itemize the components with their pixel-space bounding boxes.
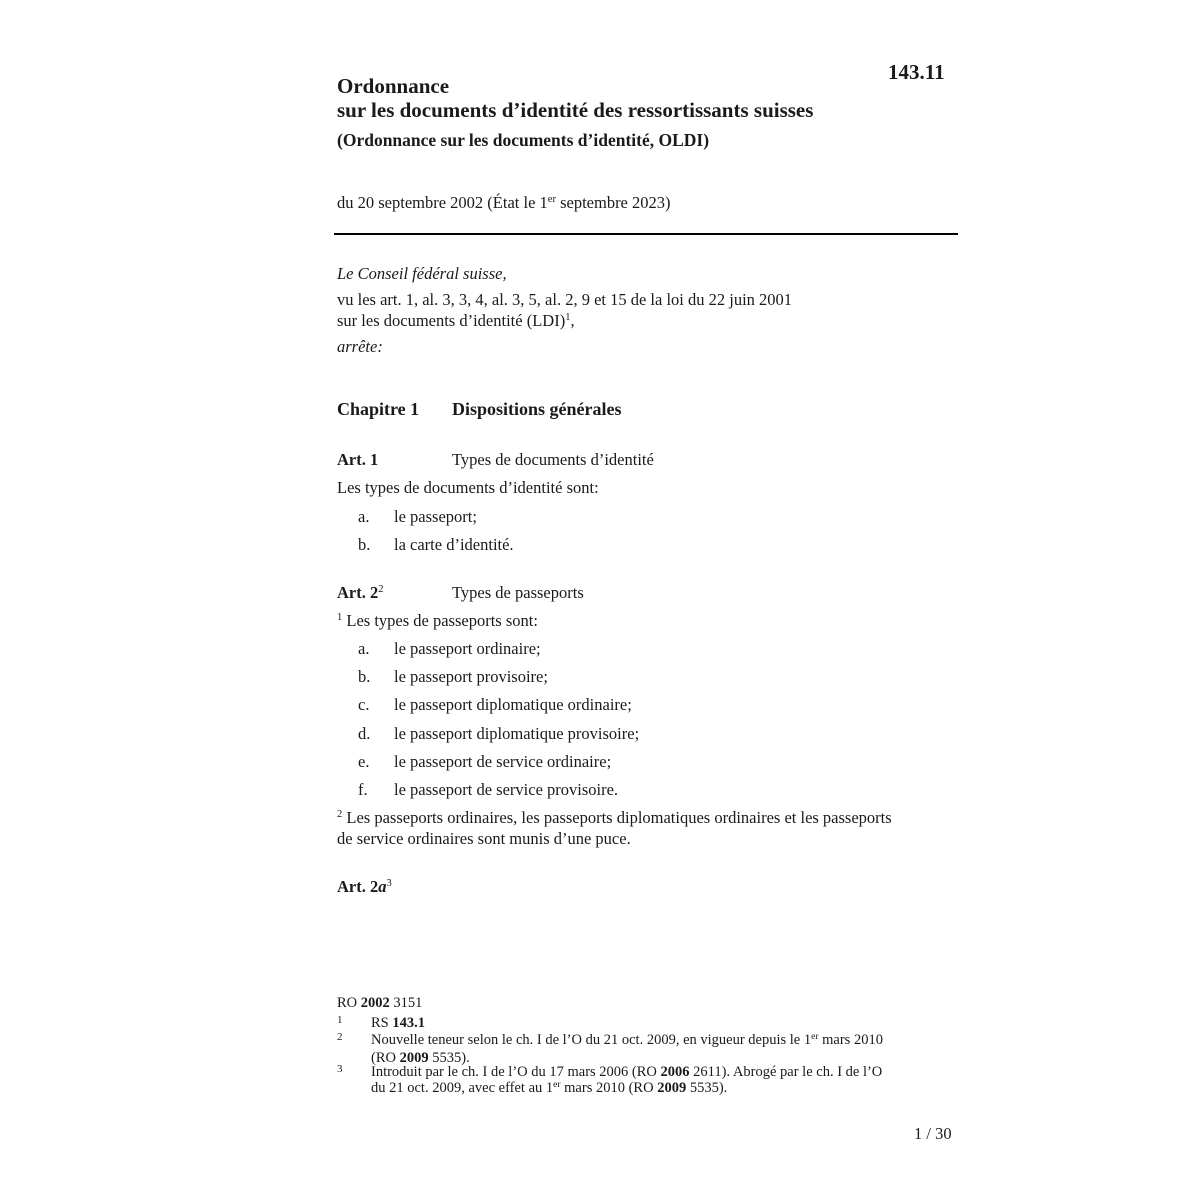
footnote-number: 3: [337, 1063, 343, 1075]
footnote-text: RS 143.1: [371, 1015, 425, 1031]
footnote-text: Introduit par le ch. I de l’O du 17 mars 2006 (RO 2006 2611). Abrogé par le ch. I de l’O du 21 oct. 2009, avec effet au 1er mars 2010 (RO 2009 5535).: [371, 1064, 883, 1096]
art2-item-text: le passeport diplomatique provisoire;: [394, 724, 640, 743]
title-line-1: Ordonnance: [337, 74, 450, 98]
footnote-ref-2[interactable]: 2: [378, 584, 384, 595]
art2-para2-line2: de service ordinaires sont munis d’une puce.: [337, 829, 631, 848]
date-line: du 20 septembre 2002 (État le 1er septembre 2023): [337, 193, 671, 212]
art2-item-text: le passeport de service provisoire.: [394, 780, 619, 799]
art2-item-text: le passeport de service ordinaire;: [394, 752, 612, 771]
art2-item-text: le passeport ordinaire;: [394, 639, 541, 658]
art2-item-letter: d.: [358, 724, 371, 743]
art2-para1: $^1$ Les types de passeports sont:: [337, 611, 538, 630]
art1-item-letter: a.: [358, 507, 370, 526]
subtitle: (Ordonnance sur les documents d’identité, OLDI): [337, 130, 710, 150]
art1-label: Art. 1: [337, 450, 379, 469]
page-number: 1 / 30: [914, 1124, 952, 1143]
art2-item-letter: c.: [358, 695, 370, 714]
footnote-number: 2: [337, 1031, 343, 1043]
preamble-authority: Le Conseil fédéral suisse,: [337, 264, 507, 283]
art2-item-letter: f.: [358, 780, 368, 799]
footnote-ref-1[interactable]: 1: [565, 312, 571, 323]
preamble-basis-line2: sur les documents d’identité (LDI)$^1$,: [337, 311, 575, 330]
footnote-text: Nouvelle teneur selon le ch. I de l’O du 21 oct. 2009, en vigueur depuis le 1er mars 2010 (RO 2009 5535).: [371, 1032, 883, 1066]
preamble-basis-line1: vu les art. 1, al. 3, 3, 4, al. 3, 5, al. 2, 9 et 15 de la loi du 22 juin 2001: [337, 290, 793, 309]
art2-title: Types de passeports: [452, 583, 584, 602]
art2-item-letter: a.: [358, 639, 370, 658]
art2a-label: Art. $2a^3$: [337, 877, 392, 896]
art2-para2-line1: $^2$ Les passeports ordinaires, les passeports diplomatiques ordinaires et les passeports: [337, 808, 892, 827]
art1-title: Types de documents d’identité: [452, 450, 654, 469]
header-divider: [334, 233, 958, 235]
art2-item-letter: e.: [358, 752, 370, 771]
art1-intro: Les types de documents d’identité sont:: [337, 478, 599, 497]
document-number: 143.11: [888, 60, 945, 84]
title-line-2: sur les documents d’identité des ressortissants suisses: [337, 98, 814, 122]
footnote-number: 1: [337, 1014, 343, 1026]
art1-item-text: la carte d’identité.: [394, 535, 514, 554]
art2-item-text: le passeport provisoire;: [394, 667, 548, 686]
art2-label: Art. $2^2$: [337, 583, 384, 602]
art1-item-letter: b.: [358, 535, 371, 554]
ro-reference: RO 2002 3151: [337, 995, 423, 1011]
chapter-title: Dispositions générales: [452, 399, 622, 419]
art2-item-letter: b.: [358, 667, 371, 686]
art2-item-text: le passeport diplomatique ordinaire;: [394, 695, 632, 714]
art1-item-text: le passeport;: [394, 507, 477, 526]
footnote-ref-3[interactable]: 3: [386, 878, 392, 889]
chapter-label: Chapitre 1: [337, 399, 420, 419]
preamble-decree: arrête:: [337, 337, 383, 356]
